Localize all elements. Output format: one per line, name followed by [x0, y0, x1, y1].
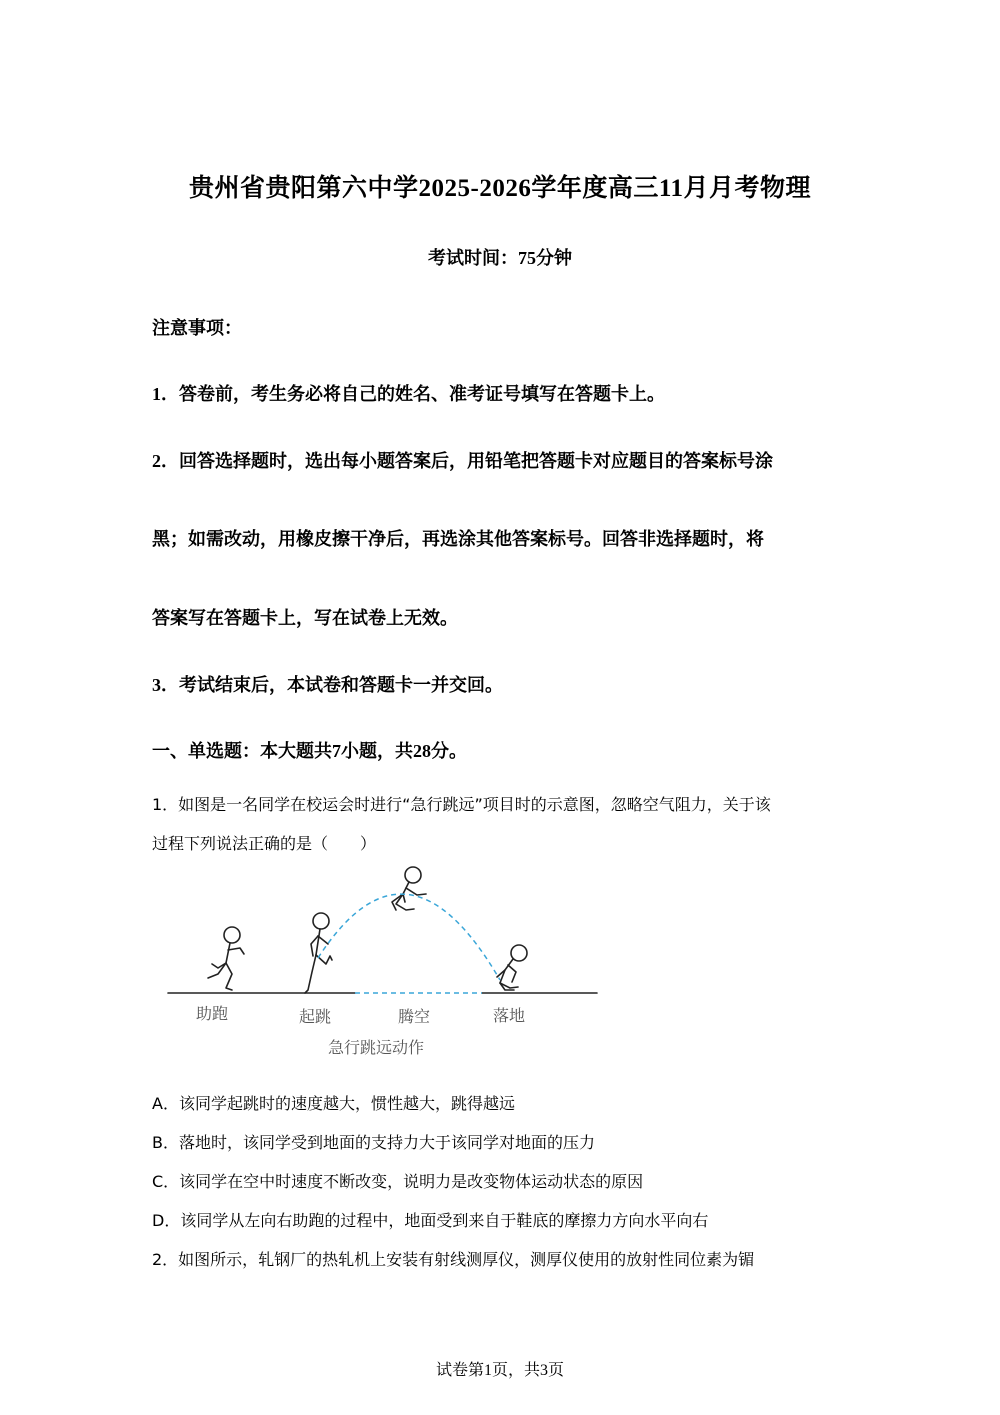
- label-takeoff: 起跳: [299, 1007, 332, 1026]
- question-1-stem-line-2: 过程下列说法正确的是（ ）: [152, 834, 377, 853]
- notice-item-1: 1．答卷前，考生务必将自己的姓名、准考证号填写在答题卡上。: [152, 384, 665, 404]
- exam-time: 考试时间：75分钟: [428, 248, 572, 268]
- section-heading: 一、单选题：本大题共7小题，共28分。: [152, 741, 467, 761]
- landing-figure: [497, 945, 527, 990]
- runner-figure: [208, 927, 244, 990]
- takeoff-figure: [305, 913, 332, 993]
- label-airborne: 腾空: [398, 1007, 431, 1026]
- airborne-figure: [392, 867, 426, 910]
- question-1-stem-line-1: 1．如图是一名同学在校运会时进行“急行跳远”项目时的示意图，忽略空气阻力，关于该: [152, 795, 771, 814]
- notice-heading: 注意事项：: [152, 318, 242, 338]
- notice-item-2-line-2: 黑；如需改动，用橡皮擦干净后，再选涂其他答案标号。回答非选择题时，将: [152, 529, 764, 549]
- question-2-stem-line-1: 2．如图所示，轧钢厂的热轧机上安装有射线测厚仪，测厚仪使用的放射性同位素为镅: [152, 1250, 755, 1269]
- notice-item-3: 3．考试结束后，本试卷和答题卡一并交回。: [152, 675, 503, 695]
- exam-title: 贵州省贵阳第六中学2025-2026学年度高三11月月考物理: [189, 175, 811, 202]
- notice-item-2-line-1: 2．回答选择题时，选出每小题答案后，用铅笔把答题卡对应题目的答案标号涂: [152, 451, 773, 471]
- figure-caption: 急行跳远动作: [328, 1038, 425, 1057]
- label-run-up: 助跑: [196, 1004, 229, 1023]
- option-a: A．该同学起跳时的速度越大，惯性越大，跳得越远: [152, 1094, 515, 1113]
- notice-item-2-line-3: 答案写在答题卡上，写在试卷上无效。: [152, 608, 458, 628]
- label-landing: 落地: [493, 1006, 526, 1025]
- long-jump-figure: [160, 860, 605, 1060]
- option-c: C．该同学在空中时速度不断改变，说明力是改变物体运动状态的原因: [152, 1172, 644, 1191]
- flight-trajectory: [318, 894, 500, 980]
- option-b: B．落地时，该同学受到地面的支持力大于该同学对地面的压力: [152, 1133, 595, 1152]
- option-d: D．该同学从左向右助跑的过程中，地面受到来自于鞋底的摩擦力方向水平向右: [152, 1211, 709, 1230]
- long-jump-diagram: [160, 860, 605, 1060]
- page-footer: 试卷第1页，共3页: [435, 1362, 564, 1379]
